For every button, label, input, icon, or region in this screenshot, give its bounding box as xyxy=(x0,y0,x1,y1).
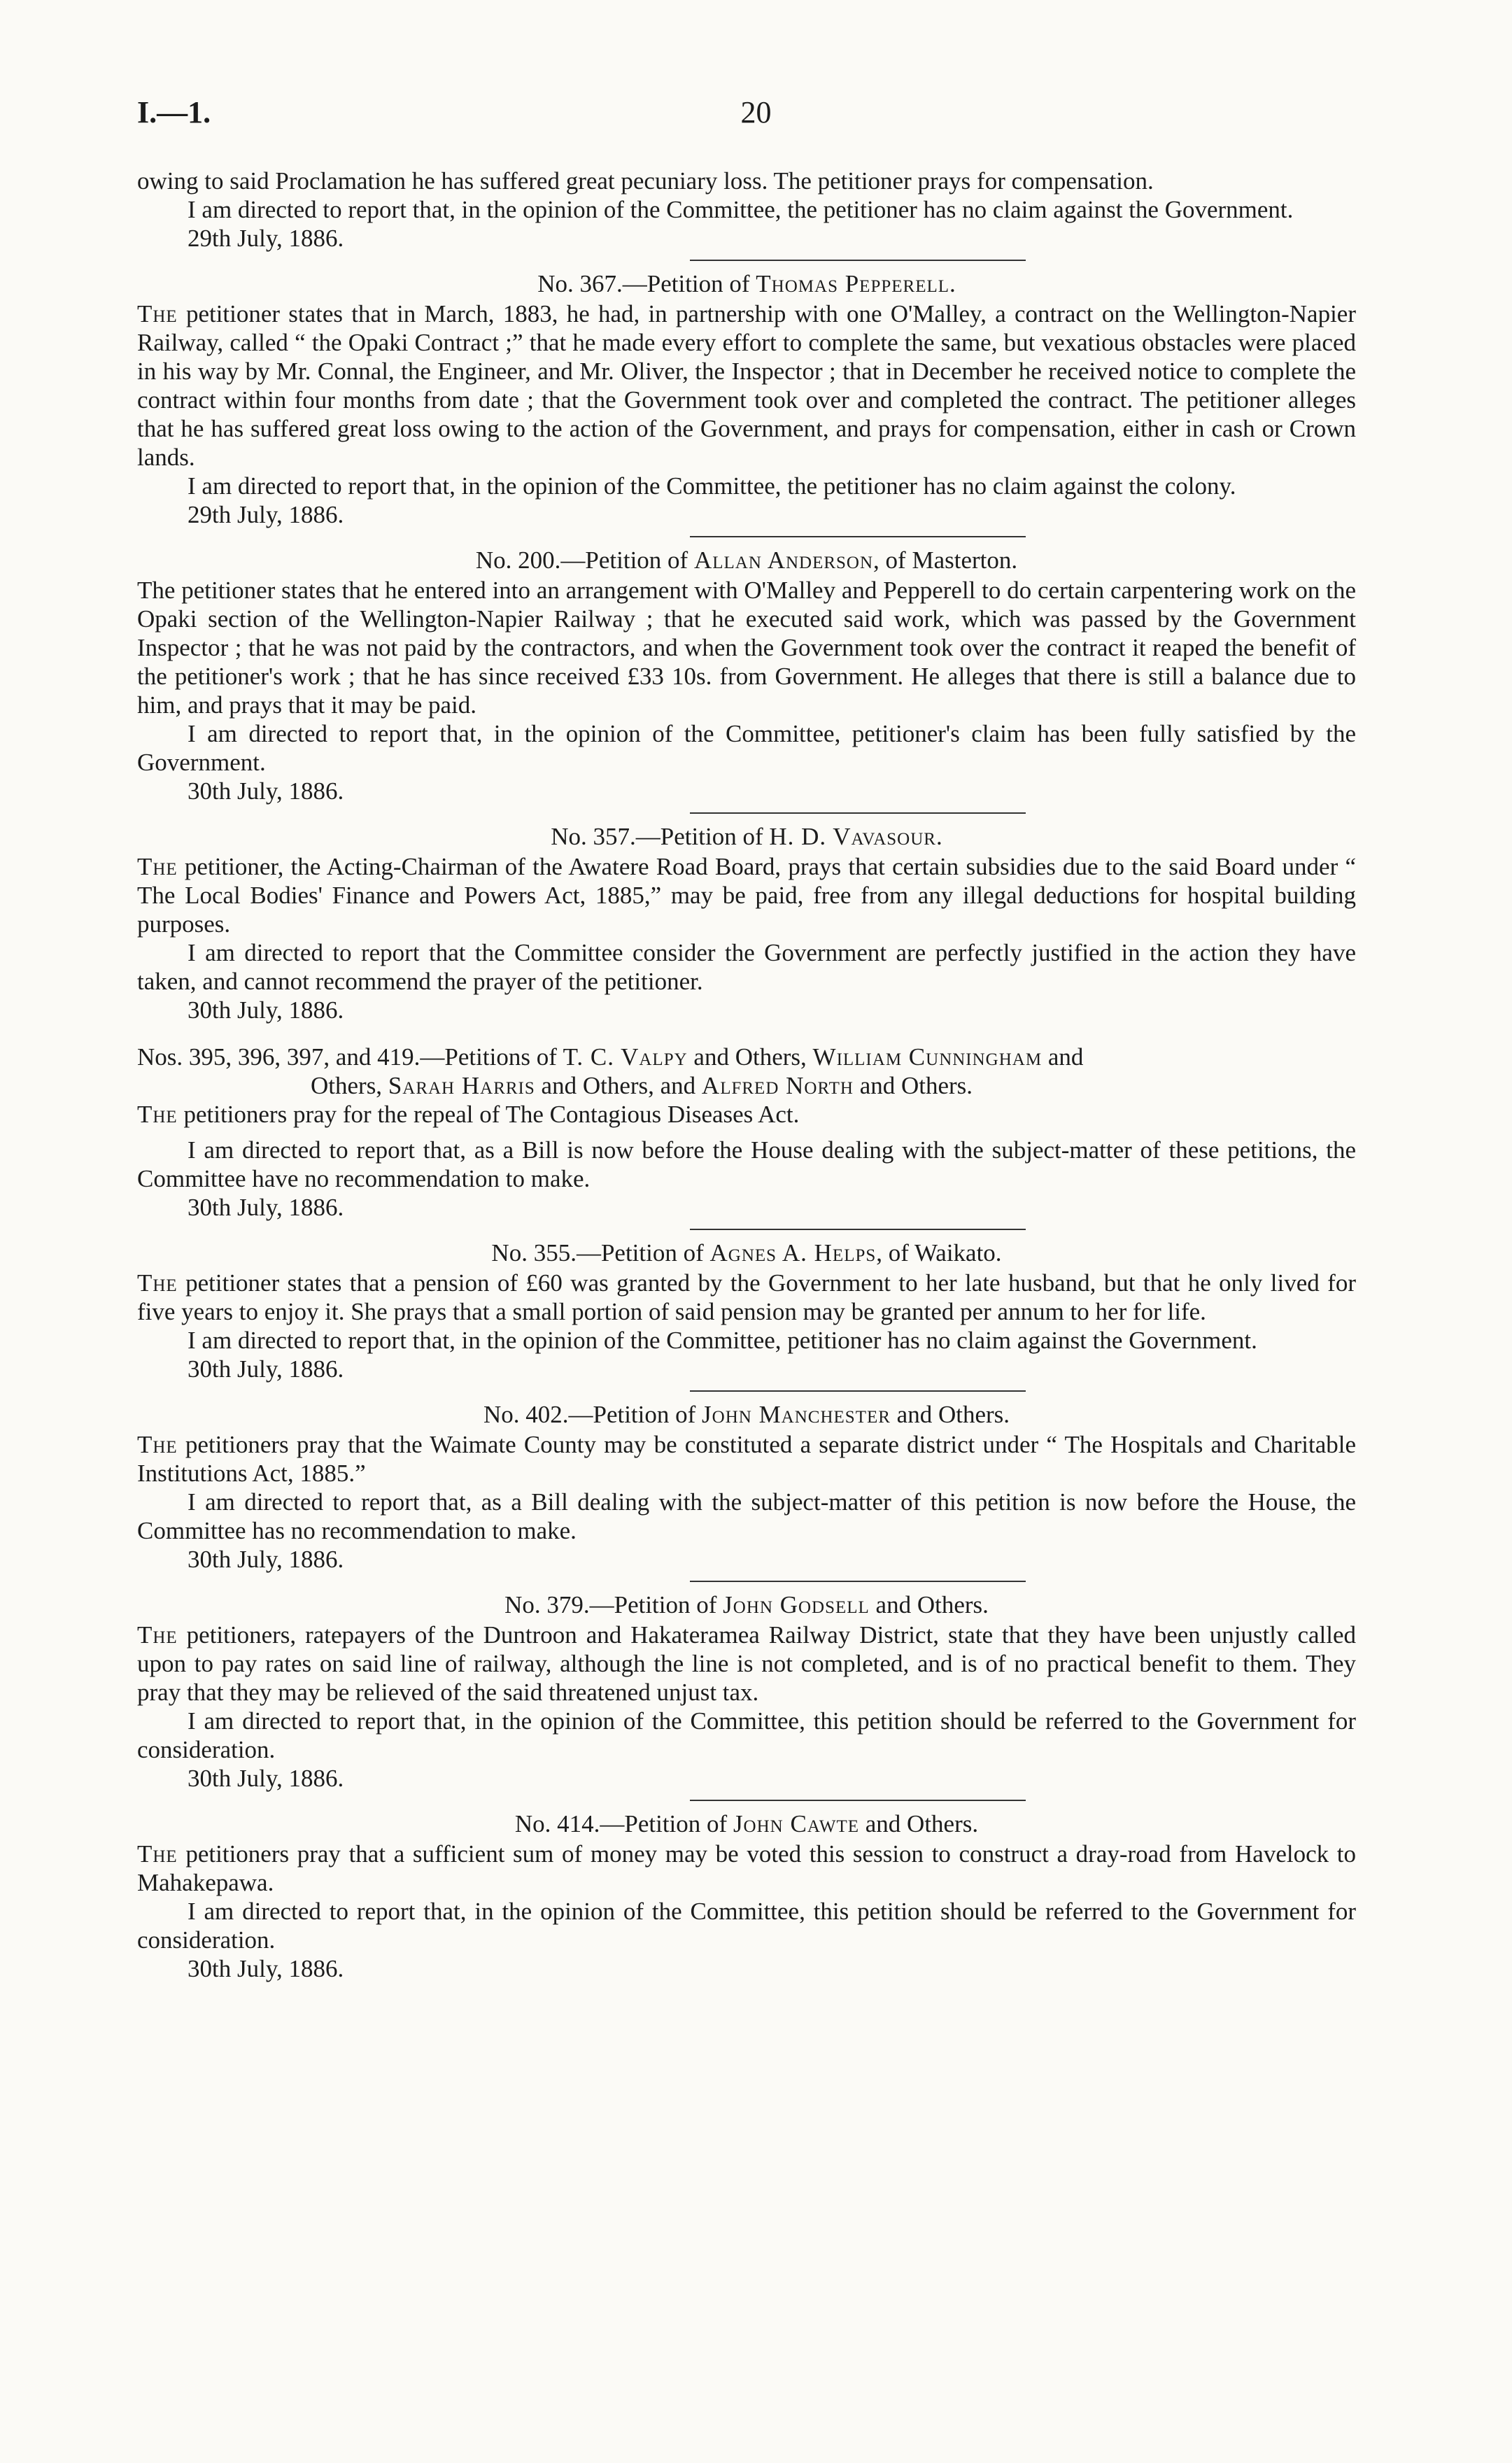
committee-report: I am directed to report that, in the opinion of the Committee, the petitioner has no claim against the Government. xyxy=(188,196,1294,223)
petition-body: The petitioner states that a pension of £60 was granted by the Government to her late husband, but that he only lived for five years to enjoy it. She prays that a small portion of said pension may be granted per annum to her for life. xyxy=(137,1269,1356,1325)
committee-report: I am directed to report that, as a Bill is now before the House dealing with the subject-matter of these petitions, the Committee have no recommendation to make. xyxy=(137,1136,1356,1192)
section-rule xyxy=(690,1800,1026,1801)
section-rule xyxy=(690,812,1026,814)
report-date: 29th July, 1886. xyxy=(188,225,344,252)
petition-heading: No. 367.—Petition of Thomas Pepperell. xyxy=(537,270,956,297)
report-date: 30th July, 1886. xyxy=(188,1355,344,1383)
committee-report: I am directed to report that, as a Bill dealing with the subject-matter of this petition is now before the House, the Committee has no recommendation to make. xyxy=(137,1488,1356,1544)
petitioner-name: Allan Anderson xyxy=(693,546,874,574)
report-date: 30th July, 1886. xyxy=(188,777,344,805)
petition-379 xyxy=(137,1590,1356,1793)
petition-heading: No. 402.—Petition of John Manchester and Others. xyxy=(483,1401,1010,1428)
committee-report: I am directed to report that, in the opinion of the Committee, this petition should be referred to the Government for consideration. xyxy=(137,1898,1356,1954)
petition-body: The petitioners pray that the Waimate County may be constituted a separate district under “ The Hospitals and Charitable Institutions Act, 1885.” xyxy=(137,1431,1356,1487)
page-number: 20 xyxy=(740,95,772,129)
petitioner-name: Alfred North xyxy=(701,1072,854,1099)
petition-heading: No. 200.—Petition of Allan Anderson, of Masterton. xyxy=(475,546,1018,574)
petition-heading: No. 355.—Petition of Agnes A. Helps, of Waikato. xyxy=(491,1239,1002,1266)
petitioner-name: Agnes A. Helps xyxy=(709,1239,877,1266)
document-reference: I.—1. xyxy=(137,95,211,129)
petition-body: The petitioner states that in March, 1883, he had, in partnership with one O'Malley, a contract on the Wellington-Napier Railway, called “ the Opaki Contract ;” that he made every effort to complete the same, but vexatious obstacles were placed in his way by Mr. Connal, the Engineer, and Mr. Oliver, the Inspector ; that in December he received notice to complete the contract within four months from date ; that the Government took over and completed the contract. The petitioner alleges that he has suffered great loss owing to the action of the Government, and prays for compensation, either in cash or Crown lands. xyxy=(137,300,1356,471)
petitions-395-396-397-419 xyxy=(137,1043,1356,1222)
document-body xyxy=(137,167,1356,1983)
petition-continuation-text: owing to said Proclamation he has suffered great pecuniary loss. The petitioner prays for compensation. xyxy=(137,167,1154,195)
petition-357 xyxy=(137,822,1356,1024)
petition-heading: No. 379.—Petition of John Godsell and Others. xyxy=(504,1591,989,1618)
committee-report: I am directed to report that, in the opinion of the Committee, petitioner has no claim against the Government. xyxy=(188,1327,1257,1354)
petition-body: The petitioners pray for the repeal of The Contagious Diseases Act. xyxy=(137,1101,800,1128)
section-rule xyxy=(690,536,1026,537)
petition-heading: Nos. 395, 396, 397, and 419.—Petitions of T. C. Valpy and Others, William Cunningham and Others, Sarah Harris and Others, and Alfred North and Others. xyxy=(137,1043,1084,1099)
running-head xyxy=(137,95,1375,133)
petition-367 xyxy=(137,269,1356,529)
petitioner-name: John Godsell xyxy=(723,1591,870,1618)
petition-body: The petitioners, ratepayers of the Duntroon and Hakateramea Railway District, state that they have been unjustly called upon to pay rates on said line of railway, although the line is not completed, and is of no practical benefit to them. They pray that they may be relieved of the said threatened unjust tax. xyxy=(137,1621,1356,1706)
report-date: 29th July, 1886. xyxy=(188,501,344,528)
petitioner-name: H. D. Vavasour xyxy=(769,823,936,850)
petition-200 xyxy=(137,546,1356,805)
committee-report: I am directed to report that the Committee consider the Government are perfectly justified in the action they have taken, and cannot recommend the prayer of the petitioner. xyxy=(137,939,1356,995)
petition-body: The petitioner, the Acting-Chairman of the Awatere Road Board, prays that certain subsidies due to the said Board under “ The Local Bodies' Finance and Powers Act, 1885,” may be paid, free from any illegal deductions for hospital building purposes. xyxy=(137,853,1356,938)
report-date: 30th July, 1886. xyxy=(188,996,344,1024)
section-rule xyxy=(690,1390,1026,1392)
report-date: 30th July, 1886. xyxy=(188,1194,344,1221)
petition-continuation xyxy=(137,167,1356,253)
committee-report: I am directed to report that, in the opinion of the Committee, petitioner's claim has been fully satisfied by the Government. xyxy=(137,720,1356,776)
petition-355 xyxy=(137,1238,1356,1383)
report-date: 30th July, 1886. xyxy=(188,1765,344,1792)
petition-heading: No. 414.—Petition of John Cawte and Others. xyxy=(514,1810,979,1837)
report-date: 30th July, 1886. xyxy=(188,1955,344,1982)
committee-report: I am directed to report that, in the opinion of the Committee, the petitioner has no claim against the colony. xyxy=(188,472,1236,500)
petition-body: The petitioner states that he entered into an arrangement with O'Malley and Pepperell to do certain carpentering work on the Opaki section of the Wellington-Napier Railway ; that he executed said work, which was passed by the Government Inspector ; that he was not paid by the contractors, and when the Government took over the contract it reaped the benefit of the petitioner's work ; that he has since received £33 10s. from Government. He alleges that there is still a balance due to him, and prays that it may be paid. xyxy=(137,577,1356,719)
petitioner-name: William Cunningham xyxy=(812,1043,1043,1071)
petitioner-name: John Cawte xyxy=(733,1810,860,1837)
petition-414 xyxy=(137,1809,1356,1983)
section-rule xyxy=(690,1229,1026,1230)
petition-heading: No. 357.—Petition of H. D. Vavasour. xyxy=(551,823,942,850)
petitioner-name: T. C. Valpy xyxy=(563,1043,688,1071)
section-rule xyxy=(690,1581,1026,1582)
petition-402 xyxy=(137,1400,1356,1574)
section-rule xyxy=(690,260,1026,261)
petitioner-name: John Manchester xyxy=(702,1401,891,1428)
report-date: 30th July, 1886. xyxy=(188,1546,344,1573)
committee-report: I am directed to report that, in the opinion of the Committee, this petition should be referred to the Government for consideration. xyxy=(137,1707,1356,1763)
petition-body: The petitioners pray that a sufficient sum of money may be voted this session to construct a dray-road from Havelock to Mahakepawa. xyxy=(137,1840,1356,1896)
petitioner-name: Thomas Pepperell xyxy=(756,270,950,297)
petitioner-name: Sarah Harris xyxy=(388,1072,535,1099)
